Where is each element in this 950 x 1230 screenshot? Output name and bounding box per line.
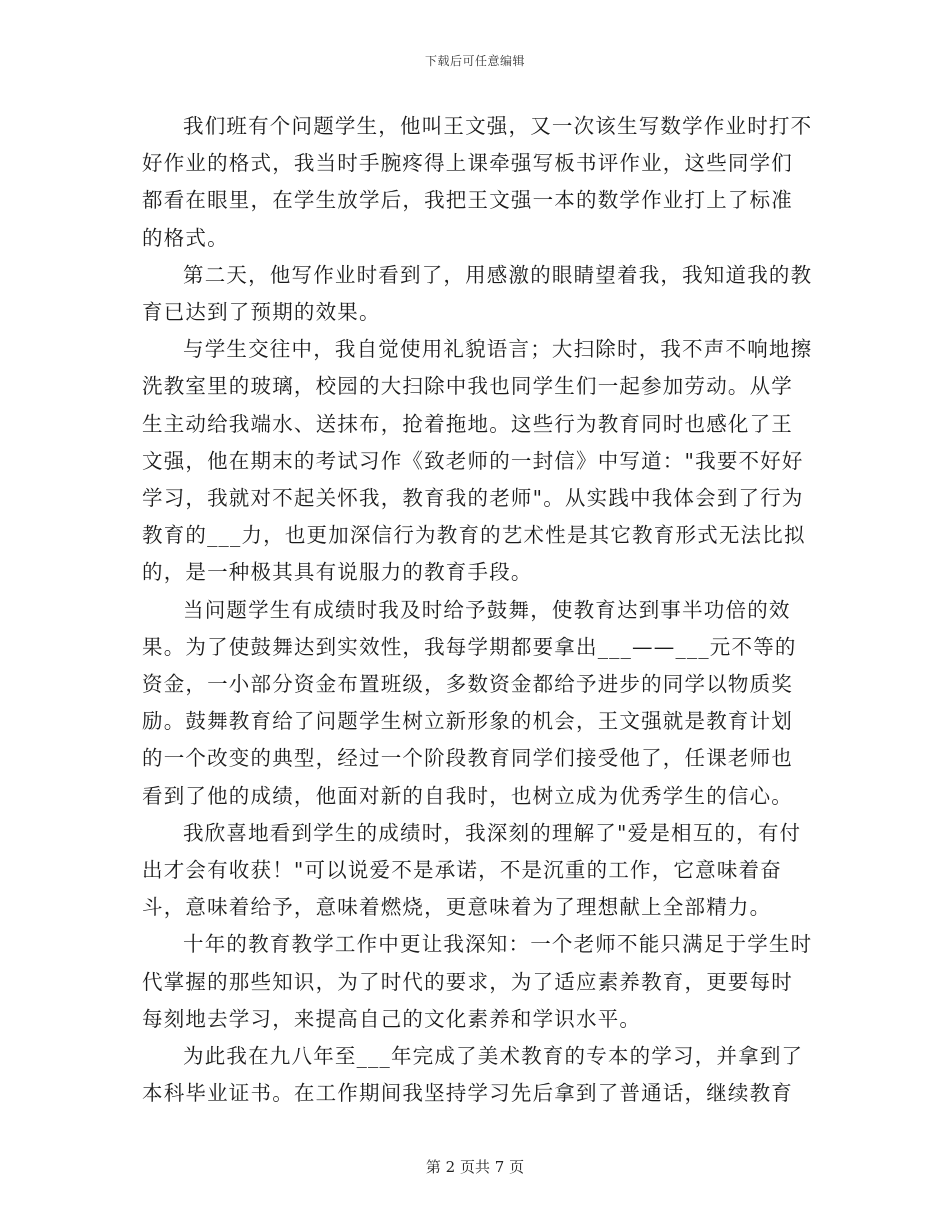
paragraph-2: 第二天，他写作业时看到了，用感激的眼睛望着我，我知道我的教育已达到了预期的效果。 [142, 262, 813, 325]
paragraph-4: 当问题学生有成绩时我及时给予鼓舞，使教育达到事半功倍的效果。为了使鼓舞达到实效性，我每学期都要拿出___——___元不等的资金，一小部分资金布置班级，多数资金都给予进步的同学以物质奖励。鼓舞教育给了问题学生树立新形象的机会，王文强就是教育计划的一个改变的典型，经过一个阶段教育同学们接受他了，任课老师也看到了他的成绩，他面对新的自我时，也树立成为优秀学生的信心。 [142, 597, 797, 808]
page-footer: 第 2 页共 7 页 [425, 1158, 525, 1176]
paragraph-7: 为此我在九八年至___年完成了美术教育的专本的学习，并拿到了本科毕业证书。在工作期间我坚持学习先后拿到了普通话，继续教育 [142, 1044, 804, 1106]
paragraph-5: 我欣喜地看到学生的成绩时，我深刻的理解了"爱是相互的，有付出才会有收获！"可以说爱不是承诺，不是沉重的工作，它意味着奋斗，意味着给予，意味着燃烧，更意味着为了理想献上全部精力。 [142, 820, 802, 920]
document-body [142, 108, 814, 1112]
paragraph-1: 我们班有个问题学生，他叫王文强，又一次该生写数学作业时打不好作业的格式，我当时手腕疼得上课牵强写板书评作业，这些同学们都看在眼里，在学生放学后，我把王文强一本的数学作业打上了标准的格式。 [142, 114, 813, 250]
page-header: 下载后可任意编辑 [424, 54, 525, 68]
paragraph-3: 与学生交往中，我自觉使用礼貌语言；大扫除时，我不声不响地擦洗教室里的玻璃，校园的大扫除中我也同学生们一起参加劳动。从学生主动给我端水、送抹布，抢着拖地。这些行为教育同时也感化了王文强，他在期末的考试习作《致老师的一封信》中写道："我要不好好学习，我就对不起关怀我，教育我的老师"。从实践中我体会到了行为教育的___力，也更加深信行为教育的艺术性是其它教育形式无法比拟的，是一种极其具有说服力的教育手段。 [142, 337, 813, 585]
paragraph-6: 十年的教育教学工作中更让我深知：一个老师不能只满足于学生时代掌握的那些知识，为了时代的要求，为了适应素养教育，更要每时每刻地去学习，来提高自己的文化素养和学识水平。 [142, 932, 813, 1031]
